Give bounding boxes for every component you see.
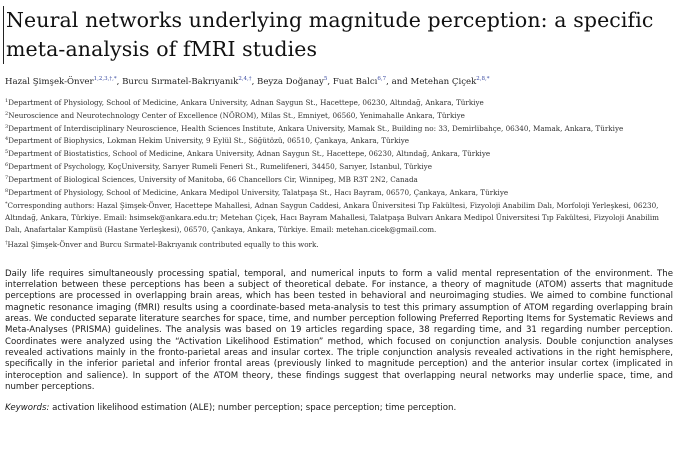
affiliation-item [5,134,675,147]
author-name: Burcu Sırmatel-Bakrıyanık [122,77,239,87]
affiliation-item [5,160,675,173]
author-list [5,76,675,87]
affiliation-text: Department of Biostatistics, School of Medicine, Ankara University, Adnan Saygun St., Hacettepe, 06230, Altındağ, Ankara, Türkiye [8,149,491,159]
affiliation-item [5,122,675,135]
affiliation-list [5,96,675,198]
affiliation-text: Department of Physiology, School of Medicine, Ankara Medipol University, Talatpaşa St., Hacı Bayram, 06570, Çankaya, Ankara, Türkiye [8,187,509,197]
equal-contribution-mark: † [5,239,8,246]
author-affiliation-marks[interactable]: 5 [323,76,328,82]
correspondence-text: Corresponding authors: Hazal Şimşek-Önver, Hacettepe Mahallesi, Adnan Saygun Caddesi, Ankara Üniversitesi Tıp Fakültesi, Fizyoloji Anabilim Dalı, Morfoloji Yerleşkesi, 06230, Altındağ, Ankara, Türkiye. Email: hsimsek@ankara.edu.tr; Metehan Çiçek, Hacı Bayram Mahallesi, Talatpaşa Bulvarı Ankara Medipol Üniversitesi Tıp Fakültesi, Fizyoloji Anabilim Dalı, Anafartalar Kampüsü (Hastane Yerleşkesi), 06570, Çankaya, Ankara, Türkiye. Email: metehan.cicek@gmail.com. [5,201,659,234]
affiliation-item [5,186,675,199]
affiliation-text: Department of Interdisciplinary Neuroscience, Health Sciences Institute, Ankara University, Mamak St., Building no: 33, Demirlibahçe, 06340, Mamak, Ankara, Türkiye [8,123,624,133]
affiliation-item [5,109,675,122]
affiliation-text: Department of Biophysics, Lokman Hekim University, 9 Eylül St., Söğütözü, 06510, Çankaya, Ankara, Türkiye [8,136,410,146]
affiliation-mark: 3 [5,123,9,130]
affiliation-text: Department of Biological Sciences, University of Manitoba, 66 Chancellors Cir, Winnipeg, MB R3T 2N2, Canada [8,174,418,184]
affiliation-mark: 7 [5,174,9,181]
author-affiliation-marks[interactable]: 2,4,† [238,76,252,82]
article-title: Neural networks underlying magnitude perception: a specific meta-analysis of fMRI studies [3,6,675,64]
author-name: Fuat Balcı [332,77,378,87]
affiliation-mark: 5 [5,149,9,156]
affiliation-mark: 6 [5,161,9,168]
equal-contribution-text: Hazal Şimşek-Önver and Burcu Sırmatel-Bakrıyanık contributed equally to this work. [7,239,319,249]
keywords-text: activation likelihood estimation (ALE); number perception; space perception; time perception. [52,403,457,414]
author-separator: , [116,77,123,87]
author-separator: , and [386,77,411,87]
keywords [5,403,675,414]
equal-contribution-note [5,238,675,251]
corresponding-authors-note [5,199,675,235]
correspondence-mark: * [5,201,8,208]
affiliation-text: Neuroscience and Neurotechnology Center of Excellence (NÖROM), Milas St., Emniyet, 06560, Yenimahalle Ankara, Türkiye [8,110,465,120]
affiliation-mark: 8 [5,187,9,194]
author-separator: , [251,77,258,87]
affiliation-text: Department of Physiology, School of Medicine, Ankara University, Adnan Saygun St., Hacettepe, 06230, Altındağ, Ankara, Türkiye [8,98,484,107]
author-name: Beyza Doğanay [257,77,324,87]
affiliation-mark: 1 [5,98,9,104]
affiliation-text: Department of Psychology, KoçUniversity, Sarıyer Rumeli Feneri St., Rumelifeneri, 34450, Sarıyer, Istanbul, Türkiye [8,161,432,171]
affiliation-mark: 2 [5,110,9,117]
author-affiliation-marks[interactable]: 2,8,* [476,76,490,82]
affiliation-item [5,147,675,160]
affiliation-item [5,173,675,186]
affiliation-item [5,96,675,109]
author-name: Hazal Şimşek-Önver [5,77,94,87]
keywords-label: Keywords: [5,403,50,414]
author-affiliation-marks[interactable]: 1,2,3,†,* [93,76,117,82]
abstract-text: Daily life requires simultaneously processing spatial, temporal, and numerical inputs to form a valid mental representation of the environment. The interrelation between these perceptions has been a subject of theoretical debate. For instance, a theory of magnitude (ATOM) asserts that magnitude perceptions are processed in overlapping brain areas, which has been tested in behavioral and neuroimaging studies. We aimed to combine functional magnetic resonance imaging (fMRI) results using a coordinate-based meta-analysis to test this primary assumption of ATOM regarding overlapping brain areas. We conducted separate literature searches for space, time, and number perception following Preferred Reporting Items for Systematic Reviews and Meta-Analyses (PRISMA) guidelines. The analysis was based on 19 articles regarding space, 38 regarding time, and 31 regarding number perception. Coordinates were analyzed using the “Activation Likelihood Estimation” method, which focused on conjunction analysis. Double conjunction analyses revealed activations mainly in the fronto-parietal areas and insular cortex. The triple conjunction analysis revealed activations in the right hemisphere, specifically in the inferior parietal and inferior frontal areas (previously linked to magnitude perception) and the anterior insular cortex (implicated in interoception and salience). In support of the ATOM theory, these findings suggest that overlapping neural networks may underlie space, time, and number perceptions. [5,268,673,392]
author-name: Metehan Çiçek [410,77,477,87]
author-affiliation-marks[interactable]: 6,7 [377,76,387,82]
affiliation-mark: 4 [5,136,9,143]
author-separator: , [327,77,333,87]
